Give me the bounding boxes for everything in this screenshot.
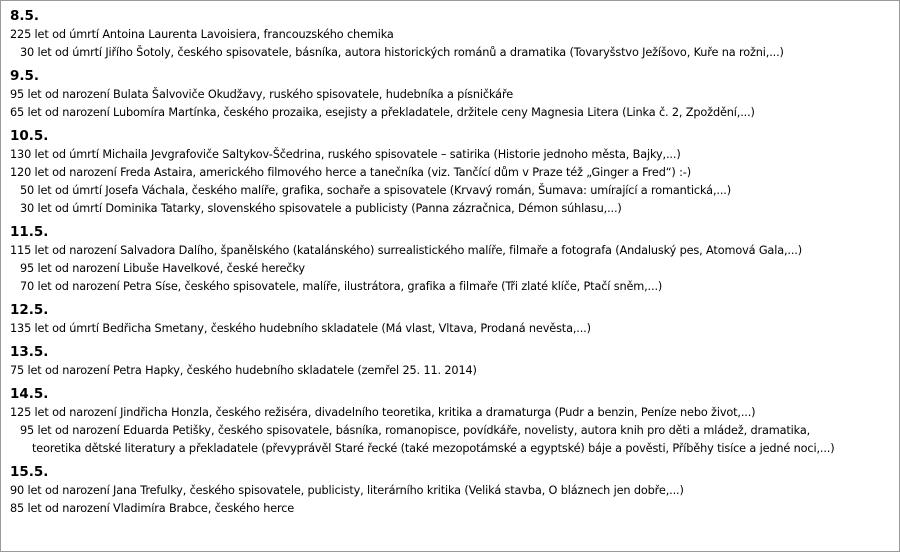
date-block-10-5 — [10, 127, 895, 218]
list-item: 130 let od úmrtí Michaila Jevgrafoviče Saltykov-Ščedrina, ruského spisovatele – satirika (Historie jednoho města, Bajky,...) — [10, 148, 681, 161]
list-item: 115 let od narození Salvadora Dalího, španělského (katalánského) surrealistického malíře, filmaře a fotografa (Andaluský pes, Atomová Gala,...) — [10, 244, 802, 257]
list-item: 75 let od narození Petra Hapky, českého hudebního skladatele (zemřel 25. 11. 2014) — [10, 364, 477, 377]
date-heading: 10.5. — [10, 128, 49, 144]
list-item: 30 let od úmrtí Jiřího Šotoly, českého spisovatele, básníka, autora historických románů a dramatika (Tovaryšstvo Ježíšovo, Kuře na rožni,...) — [20, 46, 784, 59]
anniversary-list — [10, 7, 895, 523]
list-item: 95 let od narození Bulata Šalvoviče Okudžavy, ruského spisovatele, hudebníka a písničkáře — [10, 88, 513, 101]
list-item: 125 let od narození Jindřicha Honzla, českého režiséra, divadelního teoretika, kritika a dramaturga (Pudr a benzin, Peníze nebo život,...) — [10, 406, 756, 419]
list-item: 30 let od úmrtí Dominika Tatarky, slovenského spisovatele a publicisty (Panna zázračnica, Démon súhlasu,...) — [20, 202, 622, 215]
list-item: 90 let od narození Jana Trefulky, českého spisovatele, publicisty, literárního kritika (Veliká stavba, O bláznech jen dobře,...) — [10, 484, 684, 497]
list-item: 225 let od úmrtí Antoina Laurenta Lavoisiera, francouzského chemika — [10, 28, 394, 41]
list-item: 95 let od narození Libuše Havelkové, české herečky — [20, 262, 305, 275]
date-block-8-5 — [10, 7, 895, 62]
date-block-12-5 — [10, 301, 895, 338]
list-item: 50 let od úmrtí Josefa Váchala, českého malíře, grafika, sochaře a spisovatele (Krvavý román, Šumava: umírající a romantická,...) — [20, 184, 731, 197]
date-heading: 13.5. — [10, 344, 49, 360]
date-heading: 12.5. — [10, 302, 49, 318]
date-heading: 11.5. — [10, 224, 49, 240]
date-heading: 15.5. — [10, 464, 49, 480]
date-block-13-5 — [10, 343, 895, 380]
list-item: 65 let od narození Lubomíra Martínka, českého prozaika, esejisty a překladatele, držitele ceny Magnesia Litera (Linka č. 2, Zpoždění,...) — [10, 106, 755, 119]
date-block-11-5 — [10, 223, 895, 296]
list-item: 120 let od narození Freda Astaira, amerického filmového herce a tanečníka (viz. Tančící dům v Praze též „Ginger a Fred“) :-) — [10, 166, 691, 179]
list-item: 70 let od narození Petra Síse, českého spisovatele, malíře, ilustrátora, grafika a filmaře (Tři zlaté klíče, Ptačí sněm,...) — [20, 280, 663, 293]
list-item: 135 let od úmrtí Bedřicha Smetany, českého hudebního skladatele (Má vlast, Vltava, Prodaná nevěsta,...) — [10, 322, 591, 335]
list-item: 95 let od narození Eduarda Petišky, českého spisovatele, básníka, romanopisce, povídkáře, novelisty, autora knih pro děti a mládež, dramatika, — [20, 424, 811, 437]
date-block-15-5 — [10, 463, 895, 518]
list-item-continuation: teoretika dětské literatury a překladatele (převyprávěl Staré řecké (také mezopotámské a egyptské) báje a pověsti, Příběhy tisíce a jedné noci,...) — [32, 442, 835, 455]
date-block-9-5 — [10, 67, 895, 122]
list-item: 85 let od narození Vladimíra Brabce, českého herce — [10, 502, 295, 515]
date-block-14-5 — [10, 385, 895, 458]
date-heading: 9.5. — [10, 68, 40, 84]
date-heading: 8.5. — [10, 8, 40, 24]
date-heading: 14.5. — [10, 386, 49, 402]
